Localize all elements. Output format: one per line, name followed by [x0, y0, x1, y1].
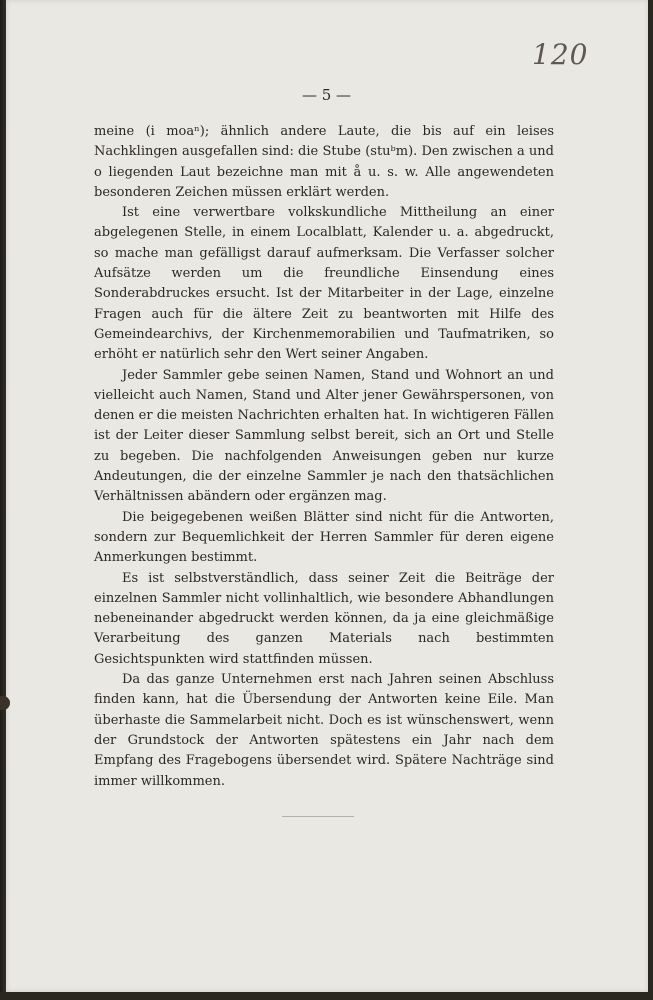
paragraph: Es ist selbstverständlich, dass seiner Zeit die Beiträge der einzelnen Sammler nicht vollinhaltlich, wie besondere Abhandlungen nebeneinander abgedruckt werden können, da ja eine gleichmäßige Verarbeitung des ganzen Materials nach bestimmten Gesichtspunkten wird stattfinden müssen. — [94, 570, 554, 667]
paragraph: Da das ganze Unternehmen erst nach Jahren seinen Abschluss finden kann, hat die Übersendung der Antworten keine Eile. Man überhaste die Sammelarbeit nicht. Doch es ist wünschenswert, wenn der Grundstock der Antworten spätestens ein Jahr nach dem Empfang des Fragebogens übersendet wird. Spätere Nachträge sind immer willkommen. — [94, 672, 554, 789]
page-bottom-edge — [0, 992, 653, 1000]
handwritten-archive-number: 120 — [532, 38, 589, 71]
paragraph: Die beigegebenen weißen Blätter sind nicht für die Antworten, sondern zur Bequemlichkeit der Herren Sammler für deren eigene Anmerkungen bestimmt. — [94, 509, 554, 566]
paragraph: meine (i moaⁿ); ähnlich andere Laute, die bis auf ein leises Nachklingen ausgefallen sind: die Stube (stuᵇm). Den zwischen a und o liegenden Laut bezeichne man mit å u. s. w. Alle angewendeten besonderen Zeichen müssen erklärt werden. — [94, 124, 554, 200]
paragraph: Ist eine verwertbare volkskundliche Mittheilung an einer abgelegenen Stelle, in einem Localblatt, Kalender u. a. abgedruckt, so mache man gefälligst darauf aufmerksam. Die Verfasser solcher Aufsätze werden um die freundliche Einsendung eines Sonderabdruckes ersucht. Ist der Mitarbeiter in der Lage, einzelne Fragen auch für die ältere Zeit zu beantworten mit Hilfe des Gemeindearchivs, der Kirchenmemorabilien und Taufmatriken, so erhöht er natürlich sehr den Wert seiner Angaben. — [94, 205, 554, 363]
page-number: — 5 — — [301, 86, 352, 104]
section-divider — [282, 816, 354, 817]
paragraph: Jeder Sammler gebe seinen Namen, Stand und Wohnort an und vielleicht auch Namen, Stand und Alter jener Gewährspersonen, von denen er die meisten Nachrichten erhalten hat. In wichtigeren Fällen ist der Leiter dieser Sammlung selbst bereit, sich an Ort und Stelle zu begeben. Die nachfolgenden Anweisungen geben nur kurze Andeutungen, die der einzelne Sammler je nach den thatsächlichen Verhältnissen abändern oder ergänzen mag. — [94, 367, 554, 505]
body-text — [94, 122, 554, 792]
